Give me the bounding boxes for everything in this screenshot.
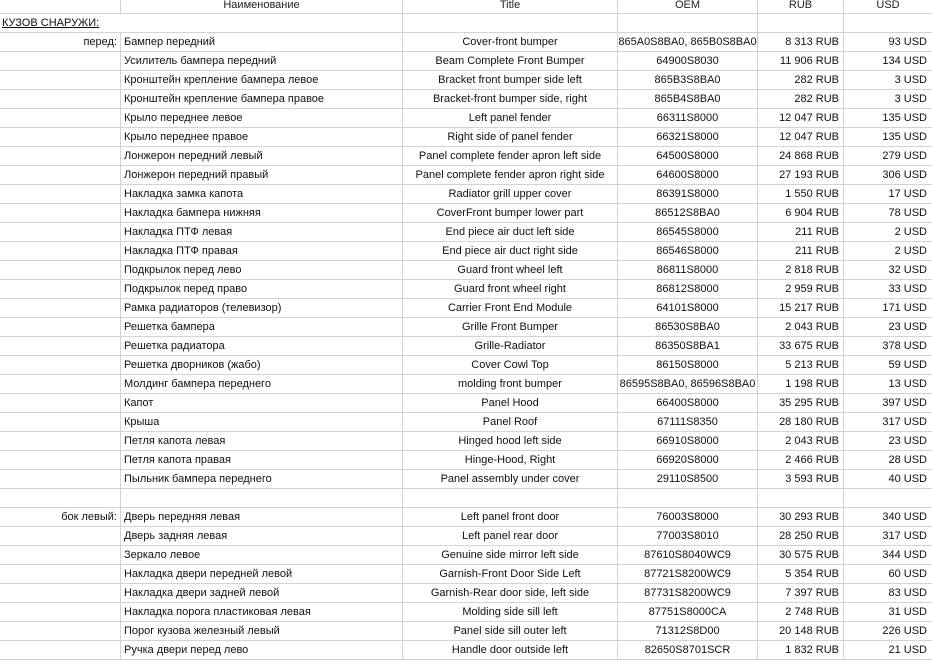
oem-cell[interactable]: 64101S8000 [618,299,758,317]
oem-cell[interactable]: 86350S8BA1 [618,337,758,355]
empty-cell [403,14,618,32]
empty-cell [0,489,121,507]
group-label-cell [0,565,121,583]
price-rub-cell[interactable]: 282 RUB [758,90,844,108]
price-rub-cell[interactable]: 1 550 RUB [758,185,844,203]
price-rub-cell[interactable]: 33 675 RUB [758,337,844,355]
table-row[interactable] [0,261,932,280]
group-label-cell [0,166,121,184]
empty-cell [618,489,758,507]
price-usd-cell[interactable]: 2 USD [894,226,927,238]
price-rub-cell[interactable]: 30 575 RUB [758,546,844,564]
oem-cell[interactable]: 64900S8030 [618,52,758,70]
price-usd-cell[interactable]: 78 USD [888,207,927,219]
part-title-cell[interactable]: Panel assembly under cover [403,470,618,488]
price-usd-cell[interactable]: 3 USD [894,74,927,86]
group-label-cell [0,584,121,602]
price-rub-cell[interactable]: 5 354 RUB [758,565,844,583]
empty-cell [403,489,618,507]
part-title-cell[interactable]: Hinge-Hood, Right [403,451,618,469]
oem-cell[interactable]: 67111S8350 [618,413,758,431]
oem-cell[interactable]: 66920S8000 [618,451,758,469]
part-title-cell[interactable]: Cover Cowl Top [403,356,618,374]
group-label-cell [0,356,121,374]
group-label-cell [0,432,121,450]
price-usd-cell[interactable]: 344 USD [882,549,927,561]
price-usd-cell[interactable]: 13 USD [888,378,927,390]
part-name-cell[interactable]: Крыша [121,413,403,431]
oem-cell[interactable]: 865A0S8BA0, 865B0S8BA0 [618,33,758,51]
price-rub-cell[interactable]: 20 148 RUB [758,622,844,640]
oem-cell[interactable]: 66311S8000 [618,109,758,127]
table-row[interactable] [0,242,932,261]
price-usd-cell[interactable]: 17 USD [888,188,927,200]
part-name-cell[interactable]: Молдинг бампера переднего [121,375,403,393]
section-title-row [0,14,932,33]
part-title-cell[interactable]: Panel Roof [403,413,618,431]
oem-cell[interactable]: 66910S8000 [618,432,758,450]
price-rub-cell[interactable]: 2 818 RUB [758,261,844,279]
price-rub-cell[interactable]: 2 748 RUB [758,603,844,621]
price-rub-cell[interactable]: 1 198 RUB [758,375,844,393]
price-usd-cell[interactable]: 378 USD [882,340,927,352]
part-title-cell[interactable]: Right side of panel fender [403,128,618,146]
part-name-cell[interactable]: Решетка дворников (жабо) [121,356,403,374]
empty-cell [758,14,844,32]
header-row [0,0,932,14]
group-label-cell [0,527,121,545]
price-rub-cell[interactable]: 282 RUB [758,71,844,89]
price-rub-cell[interactable]: 2 043 RUB [758,432,844,450]
header-name: Наименование [121,0,403,13]
empty-cell [758,489,844,507]
part-title-cell[interactable]: Panel Hood [403,394,618,412]
part-title-cell[interactable]: Panel side sill outer left [403,622,618,640]
part-title-cell[interactable]: molding front bumper [403,375,618,393]
part-name-cell[interactable]: Зеркало левое [121,546,403,564]
group-label-cell [0,128,121,146]
price-rub-cell[interactable]: 5 213 RUB [758,356,844,374]
oem-cell[interactable]: 64500S8000 [618,147,758,165]
group-label-cell [0,261,121,279]
price-rub-cell[interactable]: 11 906 RUB [758,52,844,70]
spacer-row [0,489,932,508]
table-row[interactable] [0,166,932,185]
part-name-cell[interactable]: Петля капота правая [121,451,403,469]
price-rub-cell[interactable]: 28 180 RUB [758,413,844,431]
group-label-cell [0,603,121,621]
price-rub-cell[interactable]: 35 295 RUB [758,394,844,412]
part-title-cell[interactable]: Carrier Front End Module [403,299,618,317]
empty-cell [618,14,758,32]
group-label-cell [0,147,121,165]
part-title-cell[interactable]: Garnish-Rear door side, left side [403,584,618,602]
price-usd-cell[interactable]: 93 USD [888,36,927,48]
part-name-cell[interactable]: Накладка двери передней левой [121,565,403,583]
part-title-cell[interactable]: Beam Complete Front Bumper [403,52,618,70]
group-label-cell [0,90,121,108]
price-rub-cell[interactable]: 6 904 RUB [758,204,844,222]
table-row[interactable] [0,394,932,413]
table-row[interactable] [0,147,932,166]
oem-cell[interactable]: 66400S8000 [618,394,758,412]
oem-cell[interactable]: 66321S8000 [618,128,758,146]
table-row[interactable] [0,584,932,603]
group-label-cell [0,71,121,89]
part-title-cell[interactable]: CoverFront bumper lower part [403,204,618,222]
group-label-cell [0,318,121,336]
part-name-cell[interactable]: Решетка радиатора [121,337,403,355]
price-rub-cell[interactable]: 27 193 RUB [758,166,844,184]
group-label-cell: бок левый: [0,508,121,526]
table-row[interactable] [0,52,932,71]
oem-cell[interactable]: 86530S8BA0 [618,318,758,336]
table-row[interactable] [0,432,932,451]
price-usd-cell[interactable]: 60 USD [888,568,927,580]
price-rub-cell[interactable]: 15 217 RUB [758,299,844,317]
table-row[interactable] [0,337,932,356]
part-name-cell[interactable]: Накладка ПТФ левая [121,223,403,241]
part-title-cell[interactable]: Panel complete fender apron right side [403,166,618,184]
table-row[interactable] [0,527,932,546]
table-row[interactable] [0,451,932,470]
part-name-cell[interactable]: Усилитель бампера передний [121,52,403,70]
table-row[interactable] [0,223,932,242]
part-title-cell[interactable]: Cover-front bumper [403,33,618,51]
group-label-cell: перед: [0,33,121,51]
price-rub-cell[interactable]: 28 250 RUB [758,527,844,545]
oem-cell[interactable]: 86512S8BA0 [618,204,758,222]
oem-cell[interactable]: 865B4S8BA0 [618,90,758,108]
price-rub-cell[interactable]: 2 043 RUB [758,318,844,336]
empty-cell [121,14,403,32]
table-row[interactable] [0,413,932,432]
price-usd-cell[interactable]: 134 USD [882,55,927,67]
oem-cell[interactable]: 86150S8000 [618,356,758,374]
part-title-cell[interactable]: Panel complete fender apron left side [403,147,618,165]
part-name-cell[interactable]: Рамка радиаторов (телевизор) [121,299,403,317]
part-name-cell[interactable]: Накладка бампера нижняя [121,204,403,222]
part-title-cell[interactable]: Bracket front bumper side left [403,71,618,89]
price-rub-cell[interactable]: 1 832 RUB [758,641,844,659]
header-rub: RUB [758,0,844,13]
price-usd-cell[interactable]: 279 USD [882,150,927,162]
table-row[interactable] [0,508,932,527]
section-title: КУЗОВ СНАРУЖИ: [2,17,100,29]
price-rub-cell[interactable]: 211 RUB [758,223,844,241]
part-name-cell[interactable]: Накладка двери задней левой [121,584,403,602]
table-row[interactable] [0,356,932,375]
group-label-cell [0,470,121,488]
group-label-cell [0,204,121,222]
group-label-cell [0,299,121,317]
price-rub-cell[interactable]: 211 RUB [758,242,844,260]
group-label-cell [0,337,121,355]
price-usd-cell[interactable]: 28 USD [888,454,927,466]
table-row[interactable] [0,318,932,337]
table-body [0,33,932,660]
part-name-cell[interactable]: Кронштейн крепление бампера левое [121,71,403,89]
part-name-cell[interactable]: Накладка ПТФ правая [121,242,403,260]
group-label-cell [0,641,121,659]
part-name-cell[interactable]: Накладка замка капота [121,185,403,203]
table-row[interactable] [0,71,932,90]
table-row[interactable] [0,470,932,489]
price-usd-cell[interactable]: 23 USD [888,435,927,447]
part-title-cell[interactable]: Left panel fender [403,109,618,127]
part-name-cell[interactable]: Кронштейн крепление бампера правое [121,90,403,108]
table-row[interactable] [0,204,932,223]
price-usd-cell[interactable]: 135 USD [882,112,927,124]
oem-cell[interactable]: 77003S8010 [618,527,758,545]
oem-cell[interactable]: 64600S8000 [618,166,758,184]
oem-cell[interactable]: 82650S8701SCR [618,641,758,659]
table-row[interactable] [0,128,932,147]
price-usd-cell[interactable]: 226 USD [882,625,927,637]
oem-cell[interactable]: 86811S8000 [618,261,758,279]
price-usd-cell[interactable]: 31 USD [888,606,927,618]
part-name-cell[interactable]: Лонжерон передний правый [121,166,403,184]
group-label-cell [0,394,121,412]
oem-cell[interactable]: 87731S8200WC9 [618,584,758,602]
part-name-cell[interactable]: Пыльник бампера переднего [121,470,403,488]
price-usd-cell[interactable]: 171 USD [882,302,927,314]
header-usd: USD [876,0,900,11]
table-row[interactable] [0,90,932,109]
header-oem: OEM [618,0,758,13]
table-row[interactable] [0,33,932,52]
price-rub-cell[interactable]: 7 397 RUB [758,584,844,602]
price-rub-cell[interactable]: 30 293 RUB [758,508,844,526]
table-row[interactable] [0,565,932,584]
oem-cell[interactable]: 865B3S8BA0 [618,71,758,89]
price-usd-cell[interactable]: 2 USD [894,245,927,257]
oem-cell[interactable]: 86545S8000 [618,223,758,241]
oem-cell[interactable]: 76003S8000 [618,508,758,526]
group-label-cell [0,52,121,70]
header-cell-empty [0,0,121,13]
price-rub-cell[interactable]: 2 959 RUB [758,280,844,298]
part-title-cell[interactable]: Left panel rear door [403,527,618,545]
price-usd-cell[interactable]: 40 USD [888,473,927,485]
oem-cell[interactable]: 86391S8000 [618,185,758,203]
part-title-cell[interactable]: Guard front wheel right [403,280,618,298]
oem-cell[interactable]: 86546S8000 [618,242,758,260]
price-usd-cell[interactable]: 397 USD [882,397,927,409]
price-rub-cell[interactable]: 2 466 RUB [758,451,844,469]
price-usd-cell[interactable]: 317 USD [882,416,927,428]
oem-cell[interactable]: 29110S8500 [618,470,758,488]
table-row[interactable] [0,299,932,318]
part-title-cell[interactable]: Genuine side mirror left side [403,546,618,564]
empty-cell [121,489,403,507]
table-row[interactable] [0,546,932,565]
group-label-cell [0,413,121,431]
part-title-cell[interactable]: Radiator grill upper cover [403,185,618,203]
part-title-cell[interactable]: Grille Front Bumper [403,318,618,336]
price-rub-cell[interactable]: 8 313 RUB [758,33,844,51]
price-usd-cell[interactable]: 59 USD [888,359,927,371]
group-label-cell [0,109,121,127]
price-usd-cell[interactable]: 33 USD [888,283,927,295]
group-label-cell [0,280,121,298]
table-row[interactable] [0,622,932,641]
price-usd-cell[interactable]: 135 USD [882,131,927,143]
part-name-cell[interactable]: Крыло переднее левое [121,109,403,127]
part-name-cell[interactable]: Лонжерон передний левый [121,147,403,165]
group-label-cell [0,546,121,564]
table-row[interactable] [0,375,932,394]
oem-cell[interactable]: 86595S8BA0, 86596S8BA0 [618,375,758,393]
part-title-cell[interactable]: End piece air duct left side [403,223,618,241]
table-row[interactable] [0,603,932,622]
oem-cell[interactable]: 71312S8D00 [618,622,758,640]
price-rub-cell[interactable]: 12 047 RUB [758,128,844,146]
part-title-cell[interactable]: Molding side sill left [403,603,618,621]
oem-cell[interactable]: 87751S8000CA [618,603,758,621]
part-title-cell[interactable]: Grille-Radiator [403,337,618,355]
part-title-cell[interactable]: Guard front wheel left [403,261,618,279]
part-title-cell[interactable]: Left panel front door [403,508,618,526]
part-name-cell[interactable]: Дверь передняя левая [121,508,403,526]
part-title-cell[interactable]: Handle door outside left [403,641,618,659]
table-row[interactable] [0,280,932,299]
part-name-cell[interactable]: Решетка бампера [121,318,403,336]
part-name-cell[interactable]: Петля капота левая [121,432,403,450]
group-label-cell [0,242,121,260]
price-rub-cell[interactable]: 24 868 RUB [758,147,844,165]
price-usd-cell[interactable]: 317 USD [882,530,927,542]
price-usd-cell[interactable]: 83 USD [888,587,927,599]
price-usd-cell[interactable]: 32 USD [888,264,927,276]
part-name-cell[interactable]: Накладка порога пластиковая левая [121,603,403,621]
price-usd-cell[interactable]: 340 USD [882,511,927,523]
part-name-cell[interactable]: Ручка двери перед лево [121,641,403,659]
oem-cell[interactable]: 86812S8000 [618,280,758,298]
table-row[interactable] [0,641,932,660]
oem-cell[interactable]: 87721S8200WC9 [618,565,758,583]
part-name-cell[interactable]: Подкрылок перед право [121,280,403,298]
part-name-cell[interactable]: Крыло переднее правое [121,128,403,146]
group-label-cell [0,622,121,640]
group-label-cell [0,185,121,203]
price-usd-cell[interactable]: 306 USD [882,169,927,181]
part-title-cell[interactable]: End piece air duct right side [403,242,618,260]
part-title-cell[interactable]: Garnish-Front Door Side Left [403,565,618,583]
price-usd-cell[interactable]: 3 USD [894,93,927,105]
part-name-cell[interactable]: Бампер передний [121,33,403,51]
price-rub-cell[interactable]: 12 047 RUB [758,109,844,127]
price-rub-cell[interactable]: 3 593 RUB [758,470,844,488]
price-usd-cell[interactable]: 21 USD [888,644,927,656]
group-label-cell [0,451,121,469]
part-name-cell[interactable]: Подкрылок перед лево [121,261,403,279]
table-row[interactable] [0,109,932,128]
part-title-cell[interactable]: Hinged hood left side [403,432,618,450]
price-usd-cell[interactable]: 23 USD [888,321,927,333]
oem-cell[interactable]: 87610S8040WC9 [618,546,758,564]
part-name-cell[interactable]: Дверь задняя левая [121,527,403,545]
part-name-cell[interactable]: Порог кузова железный левый [121,622,403,640]
part-title-cell[interactable]: Bracket-front bumper side, right [403,90,618,108]
header-title: Title [403,0,618,13]
table-row[interactable] [0,185,932,204]
group-label-cell [0,223,121,241]
part-name-cell[interactable]: Капот [121,394,403,412]
group-label-cell [0,375,121,393]
